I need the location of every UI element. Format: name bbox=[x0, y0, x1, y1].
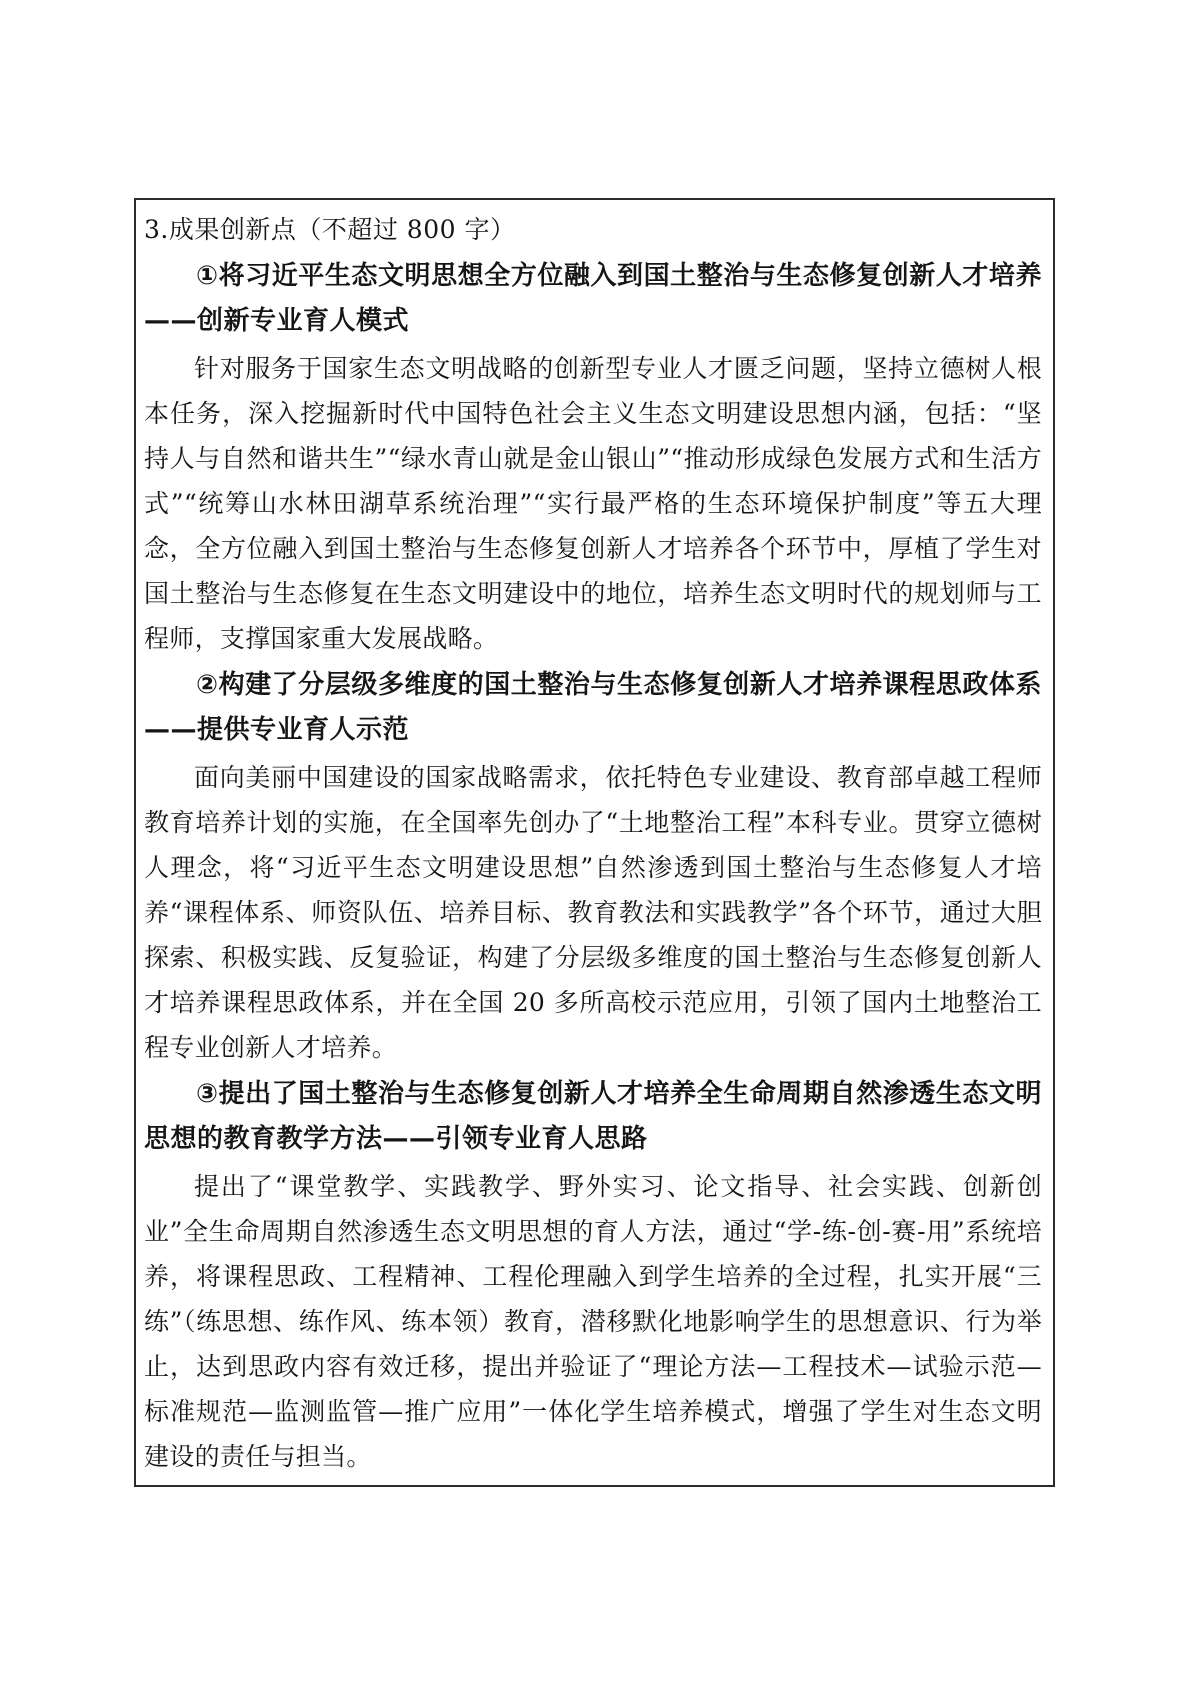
innovation-point-1-heading: ①将习近平生态文明思想全方位融入到国土整治与生态修复创新人才培养——创新专业育人模式 bbox=[144, 261, 1042, 336]
innovation-point-1-body: 针对服务于国家生态文明战略的创新型专业人才匮乏问题，坚持立德树人根本任务，深入挖掘新时代中国特色社会主义生态文明建设思想内涵，包括：“坚持人与自然和谐共生”“绿水青山就是金山银山”“推动形成绿色发展方式和生活方式”“统筹山水林田湖草系统治理”“实行最严格的生态环境保护制度”等五大理念，全方位融入到国土整治与生态修复创新人才培养各个环节中，厚植了学生对国土整治与生态修复在生态文明建设中的地位，培养生态文明时代的规划师与工程师，支撑国家重大发展战略。 bbox=[144, 354, 1042, 653]
innovation-point-3-heading: ③提出了国土整治与生态修复创新人才培养全生命周期自然渗透生态文明思想的教育教学方法——引领专业育人思路 bbox=[144, 1079, 1042, 1154]
innovation-point-3-body: 提出了“课堂教学、实践教学、野外实习、论文指导、社会实践、创新创业”全生命周期自然渗透生态文明思想的育人方法，通过“学-练-创-赛-用”系统培养，将课程思政、工程精神、工程伦理融入到学生培养的全过程，扎实开展“三练”（练思想、练作风、练本领）教育，潜移默化地影响学生的思想意识、行为举止，达到思政内容有效迁移，提出并验证了“理论方法—工程技术—试验示范—标准规范—监测监管—推广应用”一体化学生培养模式，增强了学生对生态文明建设的责任与担当。 bbox=[144, 1172, 1042, 1471]
innovation-point-2-body: 面向美丽中国建设的国家战略需求，依托特色专业建设、教育部卓越工程师教育培养计划的实施，在全国率先创办了“土地整治工程”本科专业。贯穿立德树人理念，将“习近平生态文明建设思想”自然渗透到国土整治与生态修复人才培养“课程体系、师资队伍、培养目标、教育教法和实践教学”各个环节，通过大胆探索、积极实践、反复验证，构建了分层级多维度的国土整治与生态修复创新人才培养课程思政体系，并在全国 20 多所高校示范应用，引领了国内土地整治工程专业创新人才培养。 bbox=[144, 763, 1042, 1062]
form-cell-innovation-points bbox=[134, 198, 1055, 1487]
innovation-point-2-heading: ②构建了分层级多维度的国土整治与生态修复创新人才培养课程思政体系——提供专业育人示范 bbox=[144, 670, 1042, 745]
section-title: 3.成果创新点（不超过 800 字） bbox=[144, 215, 516, 244]
